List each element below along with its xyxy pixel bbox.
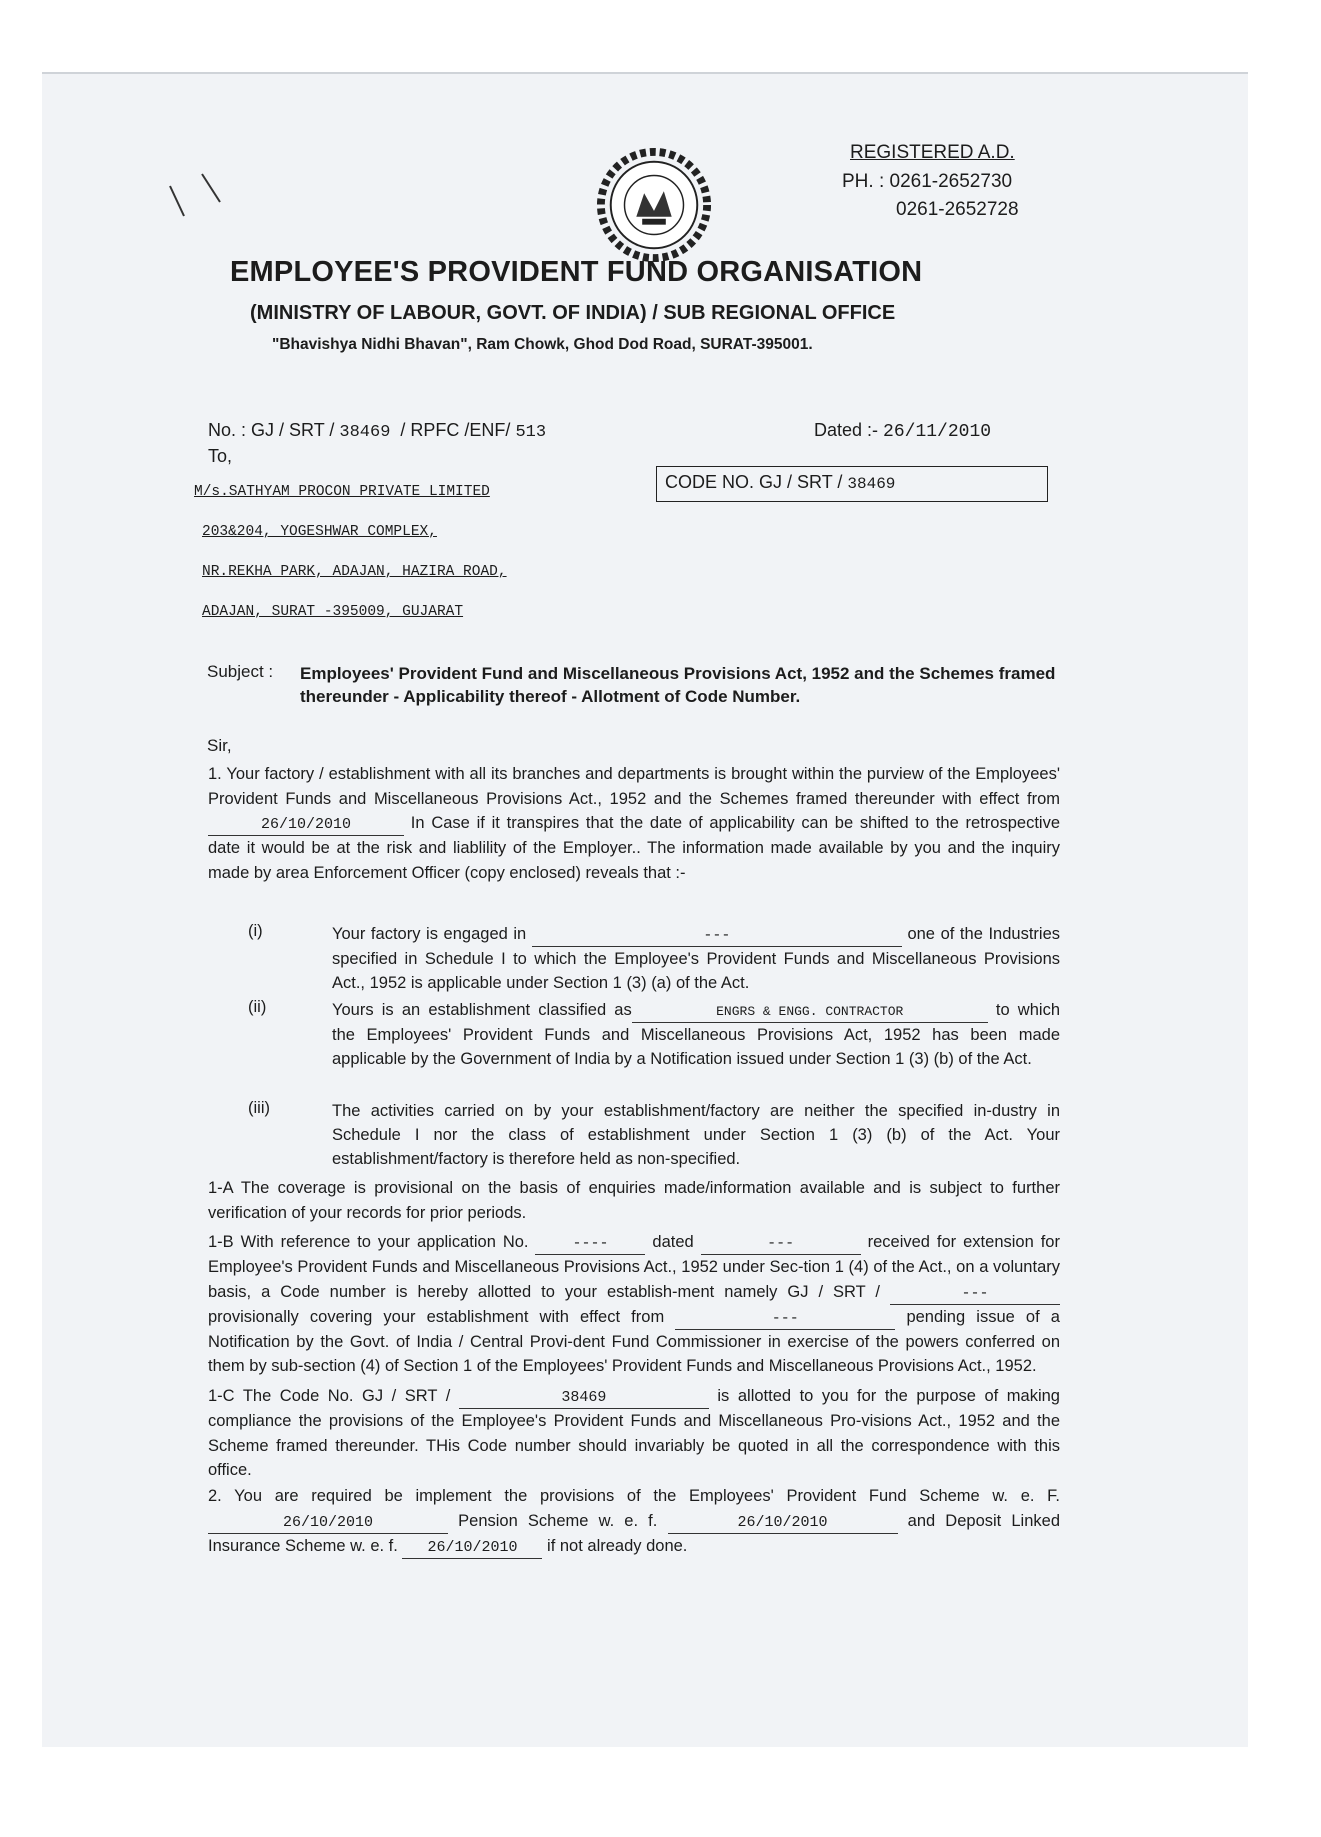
recipient-line-4: ADAJAN, SURAT -395009, GUJARAT [202,604,464,620]
allotted-code-field: 38469 [459,1388,709,1409]
recipient-line-1: M/s.SATHYAM PROCON PRIVATE LIMITED [194,484,490,500]
sub-i-text-a: Your factory is engaged in [332,925,527,943]
phone-number-1: PH. : 0261-2652730 [842,171,1013,192]
para1c-text-a: 1-C The Code No. GJ / SRT / [208,1387,451,1405]
letter-sheet [42,72,1248,1747]
sub-item-i-number: (i) [248,922,263,940]
rpfc-value: 513 [515,423,547,442]
sub-i-text-b: one of the Industries specified in Schedule I to which the Employee's Provident Funds and Miscellaneous Provisions Act., 1952 is applicable under Section 1 (3) (a) of the Act. [332,925,1061,992]
para2-text-d: if not already done. [547,1536,688,1555]
reference-prefix: No. : GJ / SRT / [208,420,335,440]
dated-label: Dated :- [814,420,879,440]
epf-scheme-date-field: 26/10/2010 [208,1513,448,1534]
effect-date-field: 26/10/2010 [208,815,404,836]
voluntary-from-date-field: --- [675,1309,895,1330]
para1b-text-a: 1-B With reference to your application No. [208,1233,529,1251]
paragraph-1 [208,762,1060,885]
rpfc-prefix: / RPFC /ENF/ [400,420,511,440]
sub-ii-text-b: to which the Employees' Provident Funds and Miscellaneous Provisions Act, 1952 has been made applicable by the Government of India by a Notification issued under Section 1 (3) (b) of the Act. [332,1001,1060,1068]
application-number-field: ---- [535,1234,645,1255]
pension-scheme-date-field: 26/10/2010 [668,1513,898,1534]
para1-text-a: 1. Your factory / establishment with all its branches and departments is brought within the purview of the Employees' Provident Funds and Miscellaneous Provisions Act., 1952 and the Schemes framed thereunder with effect from [208,765,1060,808]
para2-text-a: 2. You are required be implement the provisions of the Employees' Provident Fund Scheme w. e. F. [208,1487,1060,1505]
recipient-line-3: NR.REKHA PARK, ADAJAN, HAZIRA ROAD, [202,564,507,580]
voluntary-code-field: --- [890,1284,1060,1305]
recipient-line-2: 203&204, YOGESHWAR COMPLEX, [202,524,437,540]
paragraph-1b [208,1230,1060,1379]
salutation: Sir, [207,736,232,755]
sub-item-i-text [332,922,1060,995]
para1b-text-d: provisionally covering your establishment with effect from [208,1307,665,1326]
sub-item-iii-text: The activities carried on by your establishment/factory are neither the specified in-dustry in Schedule I nor the class of establishment under Section 1 (3) (b) of the Act. Your establishment/factory is therefore held as non-specified. [332,1102,1060,1168]
paragraph-1c [208,1384,1060,1483]
industry-field: --- [532,926,902,947]
para2-text-b: Pension Scheme w. e. f. [458,1511,658,1530]
reference-number-value: 38469 [339,423,391,442]
dated-value: 26/11/2010 [883,422,992,442]
para1b-text-c: received for extension for Employee's Provident Funds and Miscellaneous Provisions Act., 1952 under Sec-tion 1 (4) of the Act., on a voluntary basis, a Code number is hereby allotted to your establish-ment namely GJ / SRT / [208,1233,1060,1301]
code-number-value: 38469 [847,475,896,493]
para1c-text-b: is allotted to you for the purpose of making compliance the provisions of the Employee's Provident Funds and Miscellaneous Pro-visions Act., 1952 and the Scheme framed thereunder. THis Code number should invariably be quoted in all the correspondence with this office. [208,1387,1060,1479]
sub-item-iii-number: (iii) [248,1099,270,1117]
code-number-box [656,466,1048,502]
classification-field: ENGRS & ENGG. CONTRACTOR [632,1002,988,1023]
dated-line [814,420,991,442]
ministry-subtitle: (MINISTRY OF LABOUR, GOVT. OF INDIA) / SUB REGIONAL OFFICE [250,302,896,324]
subject-text: Employees' Provident Fund and Miscellaneous Provisions Act, 1952 and the Schemes framed thereunder - Applicability thereof - Allotment of Code Number. [300,664,1056,706]
office-address: "Bhavishya Nidhi Bhavan", Ram Chowk, Ghod Dod Road, SURAT-395001. [272,336,813,353]
reference-number-line [208,420,546,442]
application-date-field: --- [701,1234,861,1255]
paragraph-1a: 1-A The coverage is provisional on the basis of enquiries made/information available and is subject to further verification of your records for prior periods. [208,1179,1060,1222]
sub-ii-text-a: Yours is an establishment classified as [332,1001,632,1019]
phone-number-2: 0261-2652728 [896,199,1019,220]
para2-text-c: and Deposit Linked Insurance Scheme w. e. f. [208,1511,1061,1555]
paragraph-2 [208,1484,1060,1559]
subject-label: Subject : [207,662,274,681]
organisation-title: EMPLOYEE'S PROVIDENT FUND ORGANISATION [230,256,923,288]
epfo-emblem-icon [595,146,713,264]
sub-item-ii-number: (ii) [248,998,267,1016]
handwritten-tick-mark [162,166,232,226]
para1-text-b: In Case if it transpires that the date of applicability can be shifted to the retrospective date it would be at the risk and liablility of the Employer.. The information made available by you and the inquiry made by area Enforcement Officer (copy enclosed) reveals that :- [208,814,1060,882]
to-label: To, [208,446,233,466]
code-number-prefix: CODE NO. GJ / SRT / [665,472,843,492]
para1b-text-e: pending issue of a Notification by the Govt. of India / Central Provi-dent Fund Commissioner in exercise of the powers conferred on them by sub-section (4) of Section 1 of the Employees' Provident Funds and Miscellaneous Provisions Act., 1952. [208,1307,1060,1375]
para1b-text-b: dated [652,1233,694,1251]
sub-item-ii-text [332,998,1060,1071]
dli-scheme-date-field: 26/10/2010 [402,1538,542,1559]
registered-ad-label: REGISTERED A.D. [850,142,1015,163]
